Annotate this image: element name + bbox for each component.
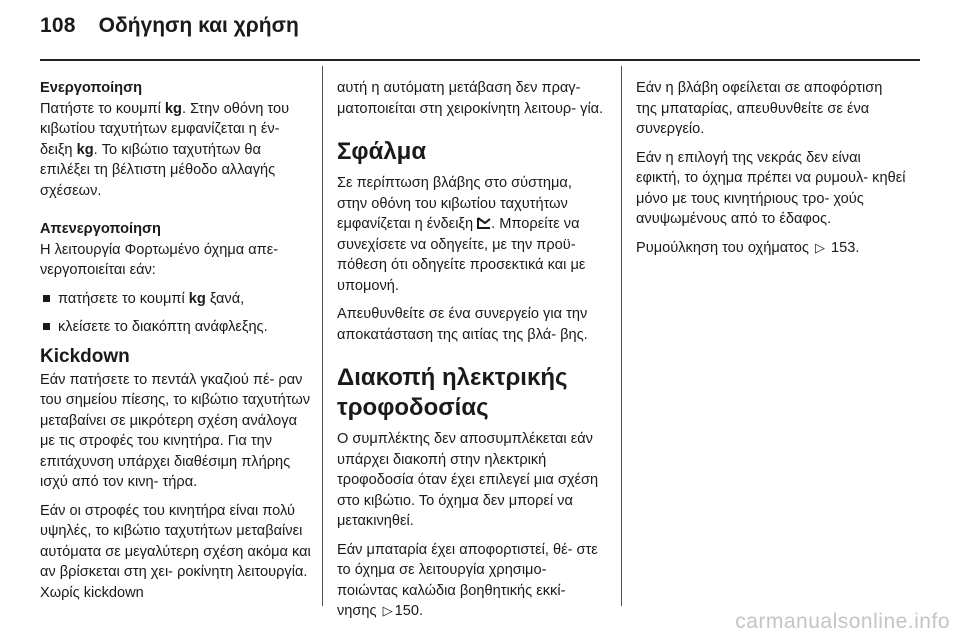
column-1 [40, 78, 312, 611]
header-rule [40, 59, 920, 61]
watermark: carmanualsonline.info [735, 610, 950, 633]
power-paragraph-1: Ο συμπλέκτης δεν αποσυμπλέκεται εάν υπάρχει διακοπή στην ηλεκτρική τροφοδοσία όταν έχει επιλεγεί μια σχέση στο κιβώτιο. Το όχημα δεν μπορεί να μετακινηθεί. [337, 431, 599, 529]
column-divider [621, 66, 622, 606]
page-reference[interactable]: 150. [394, 603, 424, 619]
deactivation-list [40, 289, 312, 338]
kickdown-paragraph-2: Εάν οι στροφές του κινητήρα είναι πολύ υψηλές, το κιβώτιο ταχυτήτων μεταβαίνει αυτόματα σε μεγαλύτερη σχέση ακόμα και αν βρίσκεται στη χει- ροκίνητη λειτουργία. Χωρίς kickdown [40, 502, 311, 601]
battery-paragraph: Εάν η βλάβη οφείλεται σε αποφόρτιση της μπαταρίας, απευθυνθείτε σε ένα συνεργείο. [636, 80, 883, 137]
text-run: . Μπορείτε να συνεχίσετε να οδηγείτε, με την προϋ- πόθεση ότι οδηγείτε προσεκτικά και με υπομονή. [337, 216, 586, 294]
page-header [40, 14, 299, 54]
text-run: . Στην οθόνη του κιβωτίου ταχυτήτων εμφανίζεται η έν- δειξη [40, 100, 290, 158]
kickdown-heading: Kickdown [40, 345, 130, 367]
kg-button-label: kg [164, 100, 182, 117]
column-2 [337, 78, 605, 630]
text-run: ξανά, [209, 290, 245, 307]
fault-paragraph-2: Απευθυνθείτε σε ένα συνεργείο για την αποκατάσταση της αιτίας της βλά- βης. [337, 306, 588, 343]
power-interruption-heading: Διακοπή ηλεκτρικής τροφοδοσίας [337, 364, 568, 421]
fault-paragraph-1 [337, 173, 605, 296]
continued-paragraph: αυτή η αυτόματη μετάβαση δεν πραγ- ματοποιείται στη χειροκίνητη λειτουρ- γία. [337, 80, 604, 117]
kg-indicator-label: kg [76, 141, 94, 158]
text-run: . Το κιβώτιο ταχυτήτων θα επιλέξει τη βέλτιστη μέθοδο αλλαγής σχέσεων. [40, 141, 276, 199]
list-item: κλείσετε το διακόπτη ανάφλεξης. [40, 317, 312, 338]
column-3 [636, 78, 906, 266]
page-title: Οδήγηση και χρήση [98, 14, 299, 37]
kg-button-label: kg [188, 290, 206, 307]
text-run: Πατήστε το κουμπί [40, 100, 161, 117]
deactivation-paragraph: Η λειτουργία Φορτωμένο όχημα απε- νεργοποιείται εάν: [40, 241, 279, 278]
neutral-paragraph: Εάν η επιλογή της νεκράς δεν είναι εφικτή, το όχημα πρέπει να ρυμουλ- κηθεί μόνο με τους κινητήριους τρο- χούς ανυψωμένους από το έδαφος. [636, 149, 906, 227]
activation-heading: Ενεργοποίηση [40, 80, 142, 96]
list-item [40, 289, 312, 310]
power-paragraph-2 [337, 540, 605, 622]
fault-heading: Σφάλμα [337, 138, 427, 165]
text-run: πατήσετε το κουμπί [58, 290, 185, 307]
page-reference-icon: ▷ [382, 603, 393, 618]
page-number: 108 [40, 14, 76, 37]
column-divider [322, 66, 323, 606]
activation-paragraph [40, 99, 312, 202]
text-run: Εάν μπαταρία έχει αποφορτιστεί, θέ- στε το όχημα σε λειτουργία χρησιμο- ποιώντας καλώδια βοηθητικής εκκί- νησης [337, 541, 598, 619]
wrench-fault-icon [477, 217, 491, 229]
text-run: Σε περίπτωση βλάβης στο σύστημα, στην οθόνη του κιβωτίου ταχυτήτων εμφανίζεται η ένδειξη [337, 175, 572, 232]
page-reference[interactable]: 153. [831, 239, 860, 256]
kickdown-paragraph-1: Εάν πατήσετε το πεντάλ γκαζιού πέ- ραν του σημείου πίεσης, το κιβώτιο ταχυτήτων μεταβαίνει σε μικρότερη σχέση ανάλογα με τις στροφές του κινητήρα. Για την επιτάχυνση υπάρχει διαθέσιμη πλήρης ισχύ από τον κινη- τήρα. [40, 371, 311, 490]
text-run: Ρυμούλκηση του οχήματος [636, 239, 809, 256]
towing-paragraph [636, 238, 906, 259]
deactivation-heading: Απενεργοποίηση [40, 221, 161, 237]
page-reference-icon: ▷ [814, 239, 825, 255]
